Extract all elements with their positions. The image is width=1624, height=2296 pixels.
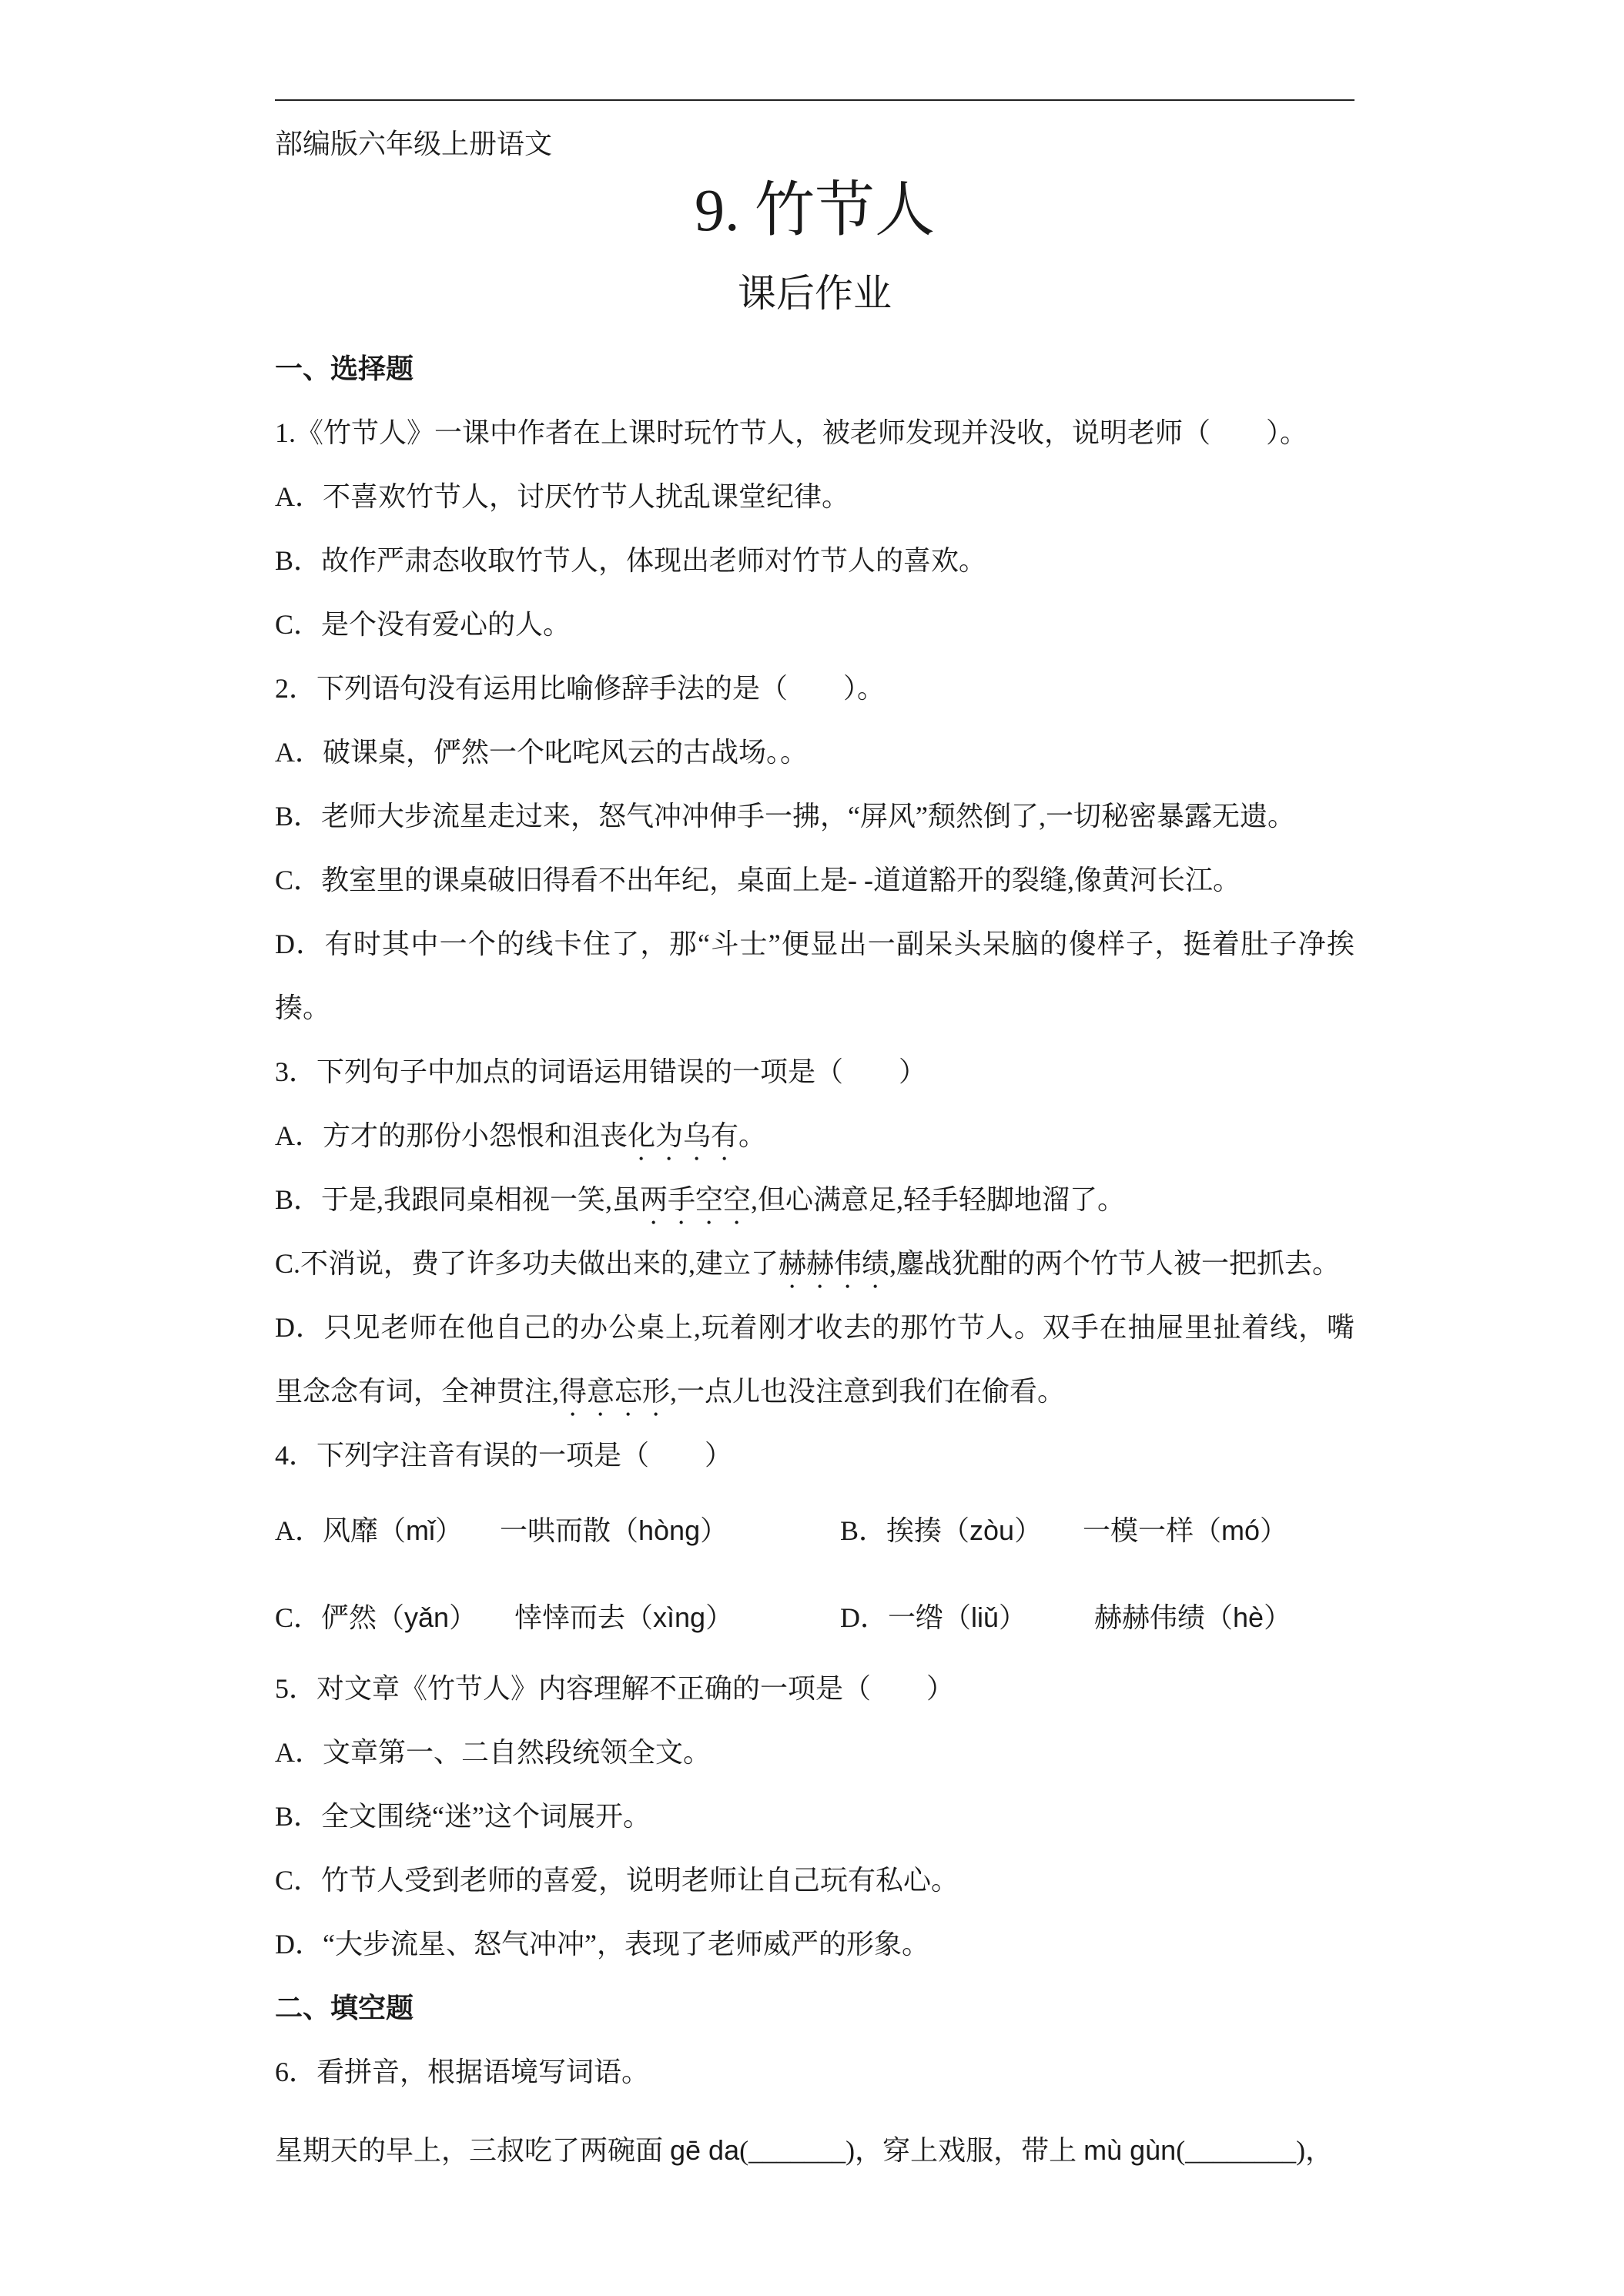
question-4-option-a-item-1 [275, 1498, 463, 1563]
question-1-option-a: A．不喜欢竹节人，讨厌竹节人扰乱课堂纪律。 [275, 480, 849, 512]
worksheet-title: 9. 竹节人 [694, 176, 935, 243]
question-3-option-d-line-1: D．只见老师在他自己的办公桌上,玩着刚才收去的那竹节人。双手在抽屉里扯着线，嘴 [275, 1311, 1354, 1343]
question-4-option-c-item-2 [514, 1585, 733, 1650]
option-text: ,一点儿也没注意到我们在偷看。 [670, 1375, 1066, 1407]
option-text: B．于是,我跟同桌相视一笑,虽 [275, 1183, 641, 1215]
question-4-option-d-item-2 [1094, 1585, 1291, 1650]
question-5-option-d: D．“大步流星、怒气冲冲”，表现了老师威严的形象。 [275, 1928, 929, 1960]
question-2-option-d-line-1: D．有时其中一个的线卡住了，那“斗士”便显出一副呆头呆脑的傻样子，挺着肚子净挨 [275, 928, 1354, 959]
emphasized-word: 赫赫伟绩 [779, 1247, 890, 1279]
section-heading-choice: 一、选择题 [275, 353, 414, 384]
question-3-option-b [275, 1168, 1354, 1232]
option-text: 里念念有词，全神贯注, [275, 1375, 560, 1407]
word: D．一绺（ [840, 1602, 971, 1633]
paren: ） [449, 1602, 477, 1633]
pinyin: mù gùn [1083, 2134, 1177, 2166]
paren: ） [1264, 1602, 1292, 1633]
question-5-stem: 5．对文章《竹节人》内容理解不正确的一项是（ ） [275, 1672, 955, 1704]
question-4-option-d-item-1 [840, 1585, 1026, 1650]
emphasized-word: 得意忘形 [559, 1375, 671, 1407]
question-4-options-row-1 [275, 1498, 1354, 1562]
paren: ） [705, 1602, 734, 1633]
pinyin: xìng [653, 1601, 706, 1633]
pinyin: mǐ [406, 1514, 435, 1546]
question-1-option-b: B．故作严肃态收取竹节人，体现出老师对竹节人的喜欢。 [275, 544, 987, 576]
passage-text: ，穿上戏服，带上 [855, 2134, 1084, 2166]
header-text: 部编版六年级上册语文 [275, 129, 553, 159]
pinyin: hòng [638, 1514, 701, 1546]
paren: ） [435, 1514, 464, 1546]
question-3-stem: 3．下列句子中加点的词语运用错误的一项是（ ） [275, 1056, 927, 1087]
pinyin: yǎn [404, 1601, 450, 1633]
question-4-option-b-item-1 [840, 1498, 1042, 1563]
pinyin: hè [1233, 1601, 1264, 1633]
paren: ） [999, 1602, 1027, 1633]
emphasized-word: 化为乌有 [628, 1120, 739, 1151]
question-5-option-b: B．全文围绕“迷”这个词展开。 [275, 1800, 651, 1832]
option-text: 。 [738, 1120, 767, 1151]
question-2-option-b: B．老师大步流星走过来，怒气冲冲伸手一拂，“屏风”颓然倒了,一切秘密暴露无遗。 [275, 800, 1295, 832]
question-5-option-a: A．文章第一、二自然段统领全文。 [275, 1736, 711, 1768]
word: 悻悻而去（ [514, 1602, 654, 1633]
question-4-option-a-item-2 [500, 1498, 728, 1563]
word: B．挨揍（ [840, 1514, 970, 1546]
word: 一哄而散（ [500, 1514, 639, 1546]
option-text: C.不消说，费了许多功夫做出来的,建立了 [275, 1247, 779, 1279]
pinyin: mó [1221, 1514, 1261, 1546]
option-text: ,鏖战犹酣的两个竹节人被一把抓去。 [889, 1247, 1341, 1279]
header-rule [275, 99, 1354, 101]
worksheet-subtitle: 课后作业 [738, 272, 892, 315]
passage-text: 星期天的早上，三叔吃了两碗面 [275, 2134, 671, 2166]
question-3-option-c [275, 1232, 1354, 1296]
paren: ） [700, 1514, 728, 1546]
question-2-option-c: C．教室里的课桌破旧得看不出年纪，桌面上是- -道道豁开的裂缝,像黄河长江。 [275, 864, 1241, 895]
pinyin: zòu [969, 1514, 1015, 1546]
question-4-stem: 4．下列字注音有误的一项是（ ） [275, 1439, 733, 1471]
question-5-option-c: C．竹节人受到老师的喜爱，说明老师让自己玩有私心。 [275, 1864, 959, 1896]
option-text: ,但心满意足,轻手轻脚地溜了。 [751, 1183, 1126, 1215]
word: 一模一样（ [1083, 1514, 1222, 1546]
question-2-option-d-line-2: 揍。 [275, 992, 331, 1023]
passage-text: ， [1305, 2134, 1334, 2166]
question-4-option-c-item-1 [275, 1585, 477, 1650]
question-2-option-a: A．破课桌，俨然一个叱咤风云的古战场。。 [275, 736, 808, 768]
answer-blank: (________) [1176, 2134, 1306, 2166]
word: 赫赫伟绩（ [1094, 1602, 1234, 1633]
question-1-option-c: C．是个没有爱心的人。 [275, 608, 571, 640]
emphasized-word: 两手空空 [640, 1183, 752, 1215]
question-4-options-row-2 [275, 1585, 1354, 1649]
question-6-passage [275, 2118, 1354, 2182]
paren: ） [1260, 1514, 1288, 1546]
question-4-option-b-item-2 [1083, 1498, 1287, 1563]
question-3-option-a [275, 1104, 1354, 1168]
pinyin: liǔ [971, 1601, 1000, 1633]
option-text: A．方才的那份小怨恨和沮丧 [275, 1120, 628, 1151]
question-2-stem: 2．下列语句没有运用比喻修辞手法的是（ ）。 [275, 672, 886, 704]
pinyin: gē da [670, 2134, 740, 2166]
word: A．风靡（ [275, 1514, 406, 1546]
section-heading-fill-in: 二、填空题 [275, 1992, 414, 2023]
question-6-stem: 6．看拼音，根据语境写词语。 [275, 2056, 650, 2087]
worksheet-body [275, 337, 1354, 2182]
question-3-option-d-line-2 [275, 1360, 1354, 1424]
question-1-stem: 1.《竹节人》一课中作者在上课时玩竹节人，被老师发现并没收，说明老师（ ）。 [275, 417, 1308, 448]
word: C．俨然（ [275, 1602, 405, 1633]
paren: ） [1014, 1514, 1043, 1546]
answer-blank: (_______) [739, 2134, 856, 2166]
